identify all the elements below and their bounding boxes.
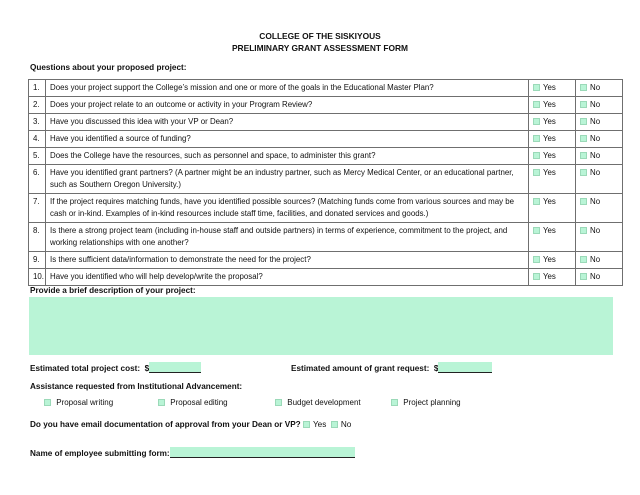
question-text: Have you identified who will help develop/write the proposal? — [46, 269, 529, 286]
question-row — [29, 97, 623, 114]
assist-option-proposal-editing[interactable] — [158, 398, 228, 407]
no-label: No — [590, 255, 601, 264]
question-text: Have you identified grant partners? (A partner might be an industry partner, such as Mercy Medical Center, or an educational partner, such as Southern Oregon University.) — [46, 165, 529, 194]
question-row — [29, 148, 623, 165]
no-option[interactable] — [576, 252, 623, 269]
yes-checkbox[interactable] — [533, 152, 540, 159]
question-number: 9. — [29, 252, 46, 269]
description-field[interactable] — [29, 297, 613, 355]
question-text: Does your project support the College’s mission and one or more of the goals in the Educational Master Plan? — [46, 80, 529, 97]
question-row — [29, 114, 623, 131]
question-text: Is there a strong project team (including in-house staff and outside partners) in terms of experience, commitment to the project, and working relationships with one another? — [46, 223, 529, 252]
question-row — [29, 269, 623, 286]
question-text: If the project requires matching funds, have you identified possible sources? (Matching funds come from various sources and may be cash or in-kind. Examples of in-kind resources include staff time, facilities, and donated services and goods.) — [46, 194, 529, 223]
form-title: PRELIMINARY GRANT ASSESSMENT FORM — [231, 43, 409, 53]
yes-checkbox[interactable] — [533, 227, 540, 234]
no-label: No — [590, 83, 601, 92]
question-number: 1. — [29, 80, 46, 97]
no-option[interactable] — [576, 114, 623, 131]
yes-checkbox[interactable] — [533, 169, 540, 176]
no-label: No — [590, 117, 601, 126]
approval-yes-checkbox[interactable] — [303, 421, 310, 428]
cost-row — [30, 362, 201, 373]
yes-option[interactable] — [529, 194, 576, 223]
no-checkbox[interactable] — [580, 227, 587, 234]
yes-option[interactable] — [529, 252, 576, 269]
assist-option-project-planning[interactable] — [391, 398, 461, 407]
grant-request-currency: $ — [433, 364, 439, 373]
yes-label: Yes — [543, 255, 556, 264]
no-option[interactable] — [576, 148, 623, 165]
yes-label: Yes — [543, 134, 556, 143]
no-checkbox[interactable] — [580, 169, 587, 176]
no-checkbox[interactable] — [580, 118, 587, 125]
question-text: Does your project relate to an outcome or activity in your Program Review? — [46, 97, 529, 114]
no-label: No — [590, 226, 601, 235]
question-row — [29, 223, 623, 252]
question-text: Is there sufficient data/information to demonstrate the need for the project? — [46, 252, 529, 269]
yes-option[interactable] — [529, 97, 576, 114]
assist-option-label: Budget development — [287, 398, 361, 407]
no-checkbox[interactable] — [580, 256, 587, 263]
question-number: 7. — [29, 194, 46, 223]
approval-no-label: No — [340, 420, 352, 429]
question-row — [29, 252, 623, 269]
yes-label: Yes — [543, 272, 556, 281]
yes-option[interactable] — [529, 80, 576, 97]
yes-option[interactable] — [529, 114, 576, 131]
question-number: 5. — [29, 148, 46, 165]
question-text: Have you identified a source of funding? — [46, 131, 529, 148]
question-number: 4. — [29, 131, 46, 148]
employee-row — [30, 447, 355, 458]
no-option[interactable] — [576, 194, 623, 223]
assistance-label: Assistance requested from Institutional Advancement: — [30, 382, 243, 391]
yes-label: Yes — [543, 226, 556, 235]
no-checkbox[interactable] — [580, 198, 587, 205]
employee-name-field[interactable] — [170, 447, 355, 458]
question-number: 10. — [29, 269, 46, 286]
yes-label: Yes — [543, 151, 556, 160]
yes-label: Yes — [543, 168, 556, 177]
assist-option-label: Project planning — [403, 398, 461, 407]
description-label: Provide a brief description of your project: — [30, 286, 196, 295]
no-label: No — [590, 151, 601, 160]
approval-yes-option[interactable] — [303, 420, 326, 429]
yes-checkbox[interactable] — [533, 273, 540, 280]
question-row — [29, 194, 623, 223]
form-college-title: COLLEGE OF THE SISKIYOUS — [259, 31, 381, 41]
no-checkbox[interactable] — [580, 152, 587, 159]
checkbox-budget-development[interactable] — [275, 399, 282, 406]
yes-option[interactable] — [529, 165, 576, 194]
no-checkbox[interactable] — [580, 273, 587, 280]
assist-option-label: Proposal editing — [170, 398, 228, 407]
yes-checkbox[interactable] — [533, 256, 540, 263]
yes-label: Yes — [543, 117, 556, 126]
assist-option-label: Proposal writing — [56, 398, 114, 407]
assist-option-proposal-writing[interactable] — [44, 398, 113, 407]
employee-label: Name of employee submitting form: — [30, 449, 170, 458]
question-row — [29, 80, 623, 97]
question-text: Have you discussed this idea with your VP or Dean? — [46, 114, 529, 131]
question-row — [29, 165, 623, 194]
approval-no-option[interactable] — [331, 420, 351, 429]
question-row — [29, 131, 623, 148]
question-text: Does the College have the resources, such as personnel and space, to administer this grant? — [46, 148, 529, 165]
no-checkbox[interactable] — [580, 135, 587, 142]
assist-option-budget-development[interactable] — [275, 398, 361, 407]
yes-checkbox[interactable] — [533, 84, 540, 91]
approval-no-checkbox[interactable] — [331, 421, 338, 428]
yes-label: Yes — [543, 100, 556, 109]
yes-option[interactable] — [529, 269, 576, 286]
no-option[interactable] — [576, 223, 623, 252]
approval-label: Do you have email documentation of approval from your Dean or VP? — [30, 420, 301, 429]
grant-request-label: Estimated amount of grant request: — [291, 364, 430, 373]
question-number: 8. — [29, 223, 46, 252]
cost-currency: $ — [144, 364, 150, 373]
questions-table — [28, 79, 623, 286]
yes-checkbox[interactable] — [533, 101, 540, 108]
yes-checkbox[interactable] — [533, 198, 540, 205]
no-label: No — [590, 168, 601, 177]
no-option[interactable] — [576, 131, 623, 148]
grant-request-field[interactable] — [438, 362, 492, 373]
question-number: 2. — [29, 97, 46, 114]
approval-row — [30, 420, 351, 429]
question-number: 6. — [29, 165, 46, 194]
yes-option[interactable] — [529, 148, 576, 165]
grant-request-row — [291, 362, 492, 373]
approval-yes-label: Yes — [312, 420, 327, 429]
yes-label: Yes — [543, 197, 556, 206]
question-number: 3. — [29, 114, 46, 131]
questions-heading: Questions about your proposed project: — [30, 63, 187, 72]
no-option[interactable] — [576, 165, 623, 194]
no-label: No — [590, 197, 601, 206]
cost-label: Estimated total project cost: — [30, 364, 141, 373]
no-label: No — [590, 272, 601, 281]
checkbox-proposal-writing[interactable] — [44, 399, 51, 406]
no-label: No — [590, 100, 601, 109]
no-option[interactable] — [576, 80, 623, 97]
no-checkbox[interactable] — [580, 101, 587, 108]
yes-checkbox[interactable] — [533, 135, 540, 142]
no-label: No — [590, 134, 601, 143]
cost-field[interactable] — [149, 362, 201, 373]
yes-label: Yes — [543, 83, 556, 92]
yes-option[interactable] — [529, 223, 576, 252]
checkbox-proposal-editing[interactable] — [158, 399, 165, 406]
yes-checkbox[interactable] — [533, 118, 540, 125]
checkbox-project-planning[interactable] — [391, 399, 398, 406]
no-checkbox[interactable] — [580, 84, 587, 91]
yes-option[interactable] — [529, 131, 576, 148]
no-option[interactable] — [576, 97, 623, 114]
no-option[interactable] — [576, 269, 623, 286]
